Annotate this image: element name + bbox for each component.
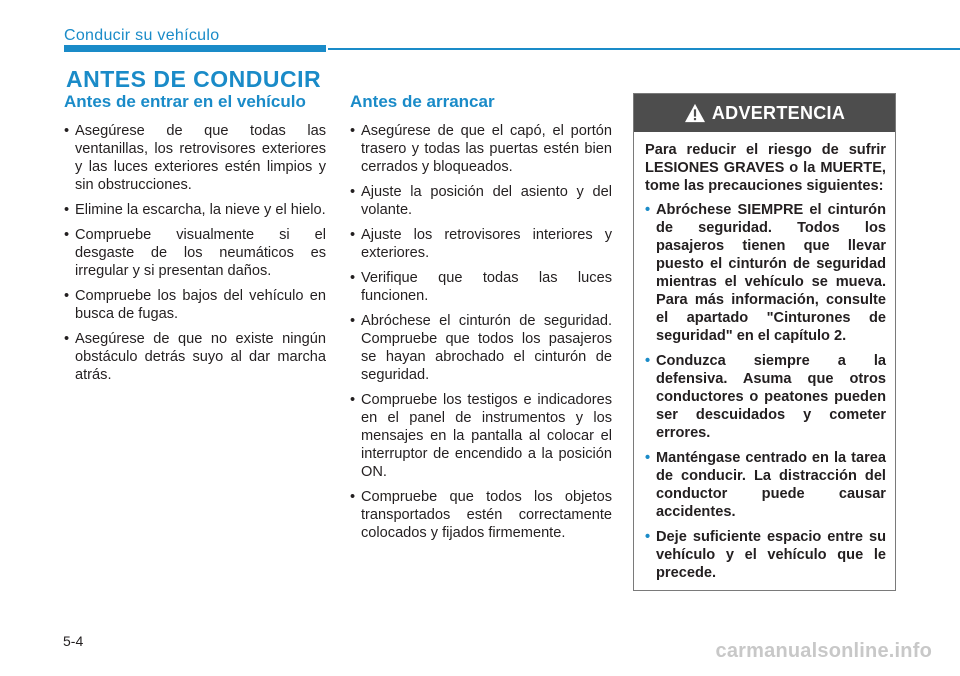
list-item: • Compruebe visualmente si el desgaste de los neumáticos es irregular y si presentan daños. [64, 226, 326, 280]
left-column-title: Antes de entrar en el vehículo [64, 92, 306, 111]
left-column-list [64, 122, 326, 384]
list-item: • Asegúrese de que el capó, el portón trasero y todas las puertas estén bien cerrados y bloqueados. [350, 122, 612, 176]
middle-column [350, 92, 612, 549]
list-item: • Compruebe los testigos e indicadores en el panel de instrumentos y los mensajes en la pantalla al colocar el interruptor de encendido a la posición ON. [350, 391, 612, 481]
warning-triangle-icon [684, 103, 706, 123]
list-item: • Abróchese el cinturón de seguridad. Compruebe que todos los pasajeros se hayan abrochado el cinturón de seguridad. [350, 312, 612, 384]
warning-header [634, 94, 895, 132]
list-item: • Deje suficiente espacio entre su vehículo y el vehículo que le precede. [645, 528, 886, 582]
list-item: • Conduzca siempre a la defensiva. Asuma que otros conductores o peatones pueden ser descuidados y cometer errores. [645, 352, 886, 442]
list-item: • Ajuste la posición del asiento y del volante. [350, 183, 612, 219]
list-item: • Elimine la escarcha, la nieve y el hielo. [64, 201, 326, 219]
list-item: • Abróchese SIEMPRE el cinturón de seguridad. Todos los pasajeros tienen que llevar puesto el cinturón de seguridad mientras el vehículo se mueva. Para más información, consulte el apartado "Cinturones de seguridad" en el capítulo 2. [645, 201, 886, 345]
left-column [64, 92, 326, 391]
list-item: • Ajuste los retrovisores interiores y exteriores. [350, 226, 612, 262]
middle-column-list [350, 122, 612, 542]
warning-box [633, 93, 896, 591]
warning-list [645, 201, 886, 582]
warning-intro: Para reducir el riesgo de sufrir LESIONES GRAVES o la MUERTE, tome las precauciones siguientes: [645, 142, 886, 194]
list-item: • Compruebe los bajos del vehículo en busca de fugas. [64, 287, 326, 323]
list-item: • Manténgase centrado en la tarea de conducir. La distracción del conductor puede causar accidentes. [645, 449, 886, 521]
middle-column-title: Antes de arrancar [350, 92, 495, 111]
list-item: • Asegúrese de que no existe ningún obstáculo detrás suyo al dar marcha atrás. [64, 330, 326, 384]
watermark: carmanualsonline.info [715, 640, 932, 662]
header-bar-thick [64, 45, 326, 52]
list-item: • Compruebe que todos los objetos transportados estén correctamente colocados y fijados firmemente. [350, 488, 612, 542]
warning-body [634, 132, 895, 582]
list-item: • Verifique que todas las luces funcionen. [350, 269, 612, 305]
list-item: • Asegúrese de que todas las ventanillas, los retrovisores exteriores y las luces exteriores estén limpios y sin obstrucciones. [64, 122, 326, 194]
page-number: 5-4 [63, 633, 84, 649]
chapter-title: Conducir su vehículo [64, 27, 220, 44]
warning-label: ADVERTENCIA [711, 102, 846, 123]
section-title: ANTES DE CONDUCIR [66, 66, 322, 92]
header-bar-thin [328, 48, 960, 50]
